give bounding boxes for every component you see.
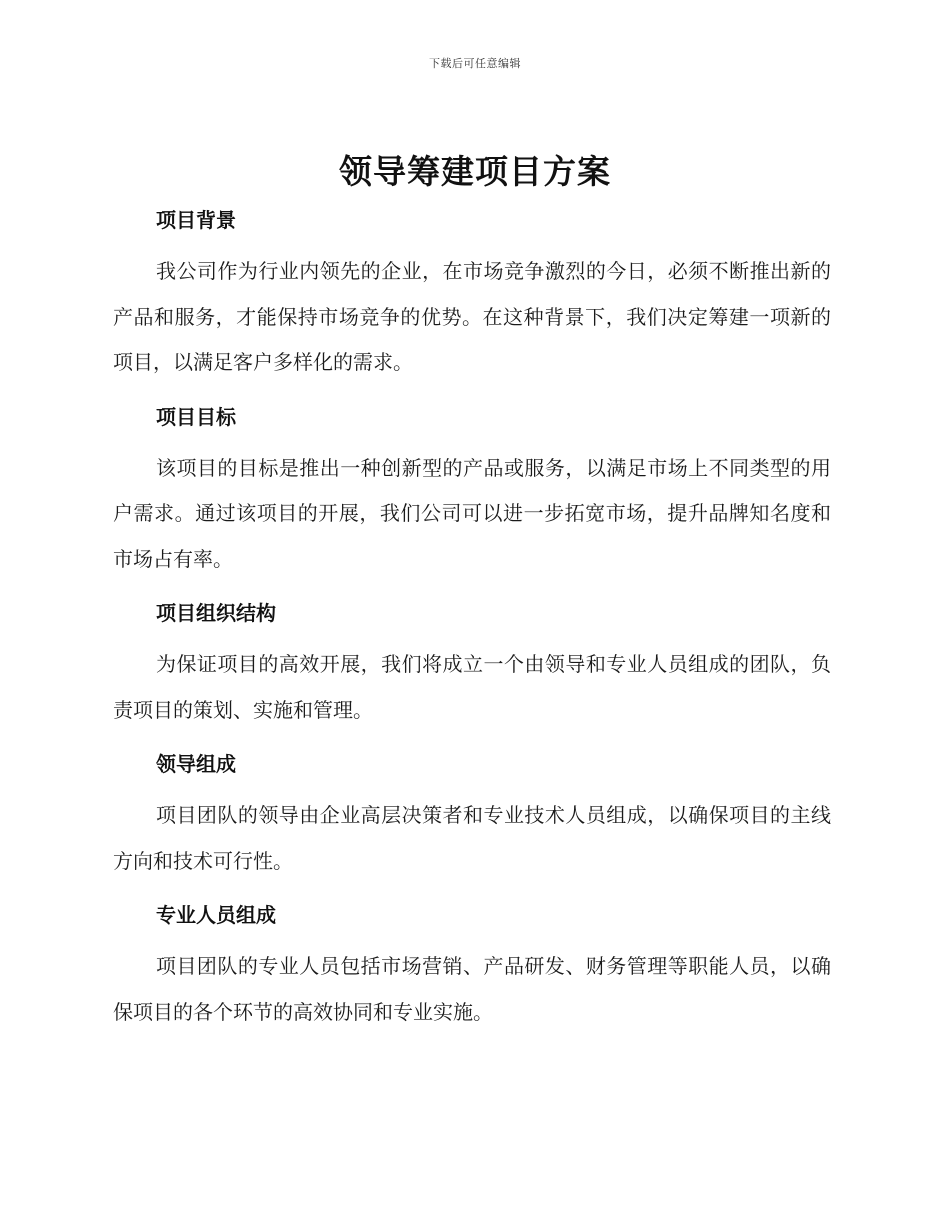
section-background [113, 203, 831, 386]
section-leadership [113, 747, 831, 884]
section-paragraph: 项目团队的领导由企业高层决策者和专业技术人员组成，以确保项目的主线方向和技术可行性。 [113, 803, 831, 873]
section-heading: 项目目标 [156, 404, 236, 429]
section-paragraph: 该项目的目标是推出一种创新型的产品或服务，以满足市场上不同类型的用户需求。通过该项目的开展，我们公司可以进一步拓宽市场，提升品牌知名度和市场占有率。 [113, 455, 831, 571]
section-goals [113, 400, 831, 583]
section-professionals [113, 898, 831, 1035]
document-title: 领导筹建项目方案 [339, 152, 611, 191]
header-note: 下载后可任意编辑 [429, 57, 521, 70]
section-heading: 领导组成 [156, 752, 236, 776]
document-body [113, 203, 831, 1049]
section-paragraph: 为保证项目的高效开展，我们将成立一个由领导和专业人员组成的团队，负责项目的策划、实施和管理。 [113, 652, 831, 722]
section-heading: 项目组织结构 [156, 601, 276, 625]
section-paragraph: 项目团队的专业人员包括市场营销、产品研发、财务管理等职能人员，以确保项目的各个环节的高效协同和专业实施。 [113, 954, 831, 1024]
section-org-structure [113, 596, 831, 733]
section-heading: 项目背景 [156, 208, 236, 232]
section-paragraph: 我公司作为行业内领先的企业，在市场竞争激烈的今日，必须不断推出新的产品和服务，才能保持市场竞争的优势。在这种背景下，我们决定筹建一项新的项目，以满足客户多样化的需求。 [113, 259, 831, 374]
section-heading: 专业人员组成 [156, 903, 276, 927]
